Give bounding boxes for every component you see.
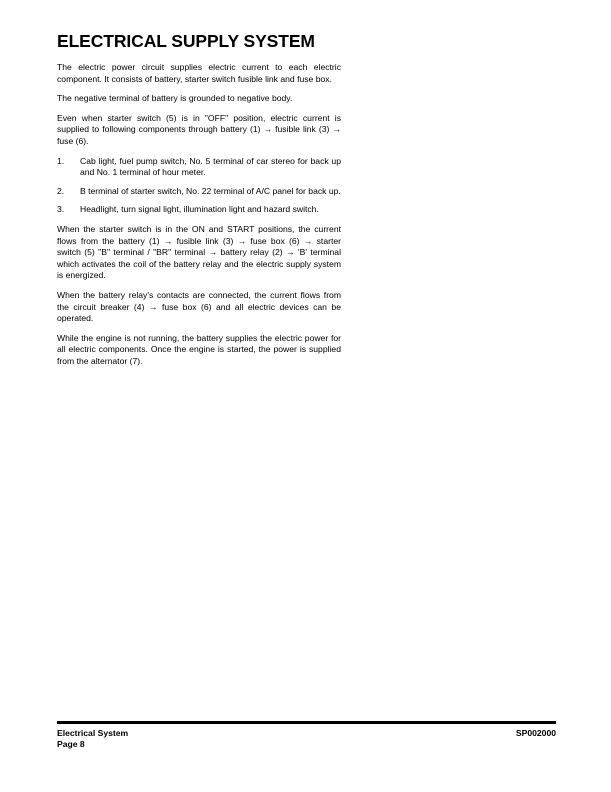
- list-item: [57, 204, 341, 216]
- component-list: [57, 156, 341, 216]
- footer-page-number: Page 8: [57, 739, 85, 749]
- list-item-number: 2.: [57, 185, 65, 196]
- page-title: ELECTRICAL SUPPLY SYSTEM: [57, 31, 315, 51]
- list-item: [57, 156, 341, 179]
- paragraph-relay: When the battery relay's contacts are connected, the current flows from the circuit breaker (4) → fuse box (6) and all electric devices can be operated.: [57, 289, 341, 324]
- footer-divider: [57, 721, 556, 724]
- paragraph-intro: The electric power circuit supplies electric current to each electric component. It consists of battery, starter switch fusible link and fuse box.: [57, 62, 341, 84]
- footer-left: [57, 728, 128, 750]
- list-item: [57, 186, 341, 198]
- main-content: [57, 30, 341, 375]
- paragraph-alternator: While the engine is not running, the battery supplies the electric power for all electric components. Once the engine is started, the power is supplied from the alternator (7).: [57, 332, 341, 366]
- footer-section-title: Electrical System: [57, 728, 129, 738]
- paragraph-off-position: Even when starter switch (5) is in "OFF" position, electric current is supplied to following components through battery (1) → fusible link (3) → fuse (6).: [57, 112, 341, 146]
- list-item-number: 1.: [57, 155, 65, 166]
- paragraph-on-start: When the starter switch is in the ON and START positions, the current flows from the battery (1) → fusible link (3) → fuse box (6) → starter switch (5) "B" terminal / "BR" terminal → battery relay (2) → 'B' terminal which activates the coil of the battery relay and the electric supply system is energized.: [57, 223, 341, 281]
- list-item-number: 3.: [57, 204, 65, 215]
- list-item-text: B terminal of starter switch, No. 22 terminal of A/C panel for back up.: [80, 185, 341, 196]
- list-item-text: Headlight, turn signal light, illumination light and hazard switch.: [80, 204, 319, 215]
- footer-doc-id: SP002000: [515, 728, 556, 738]
- paragraph-ground: The negative terminal of battery is grounded to negative body.: [57, 93, 293, 104]
- list-item-text: Cab light, fuel pump switch, No. 5 terminal of car stereo for back up and No. 1 terminal of hour meter.: [80, 155, 341, 178]
